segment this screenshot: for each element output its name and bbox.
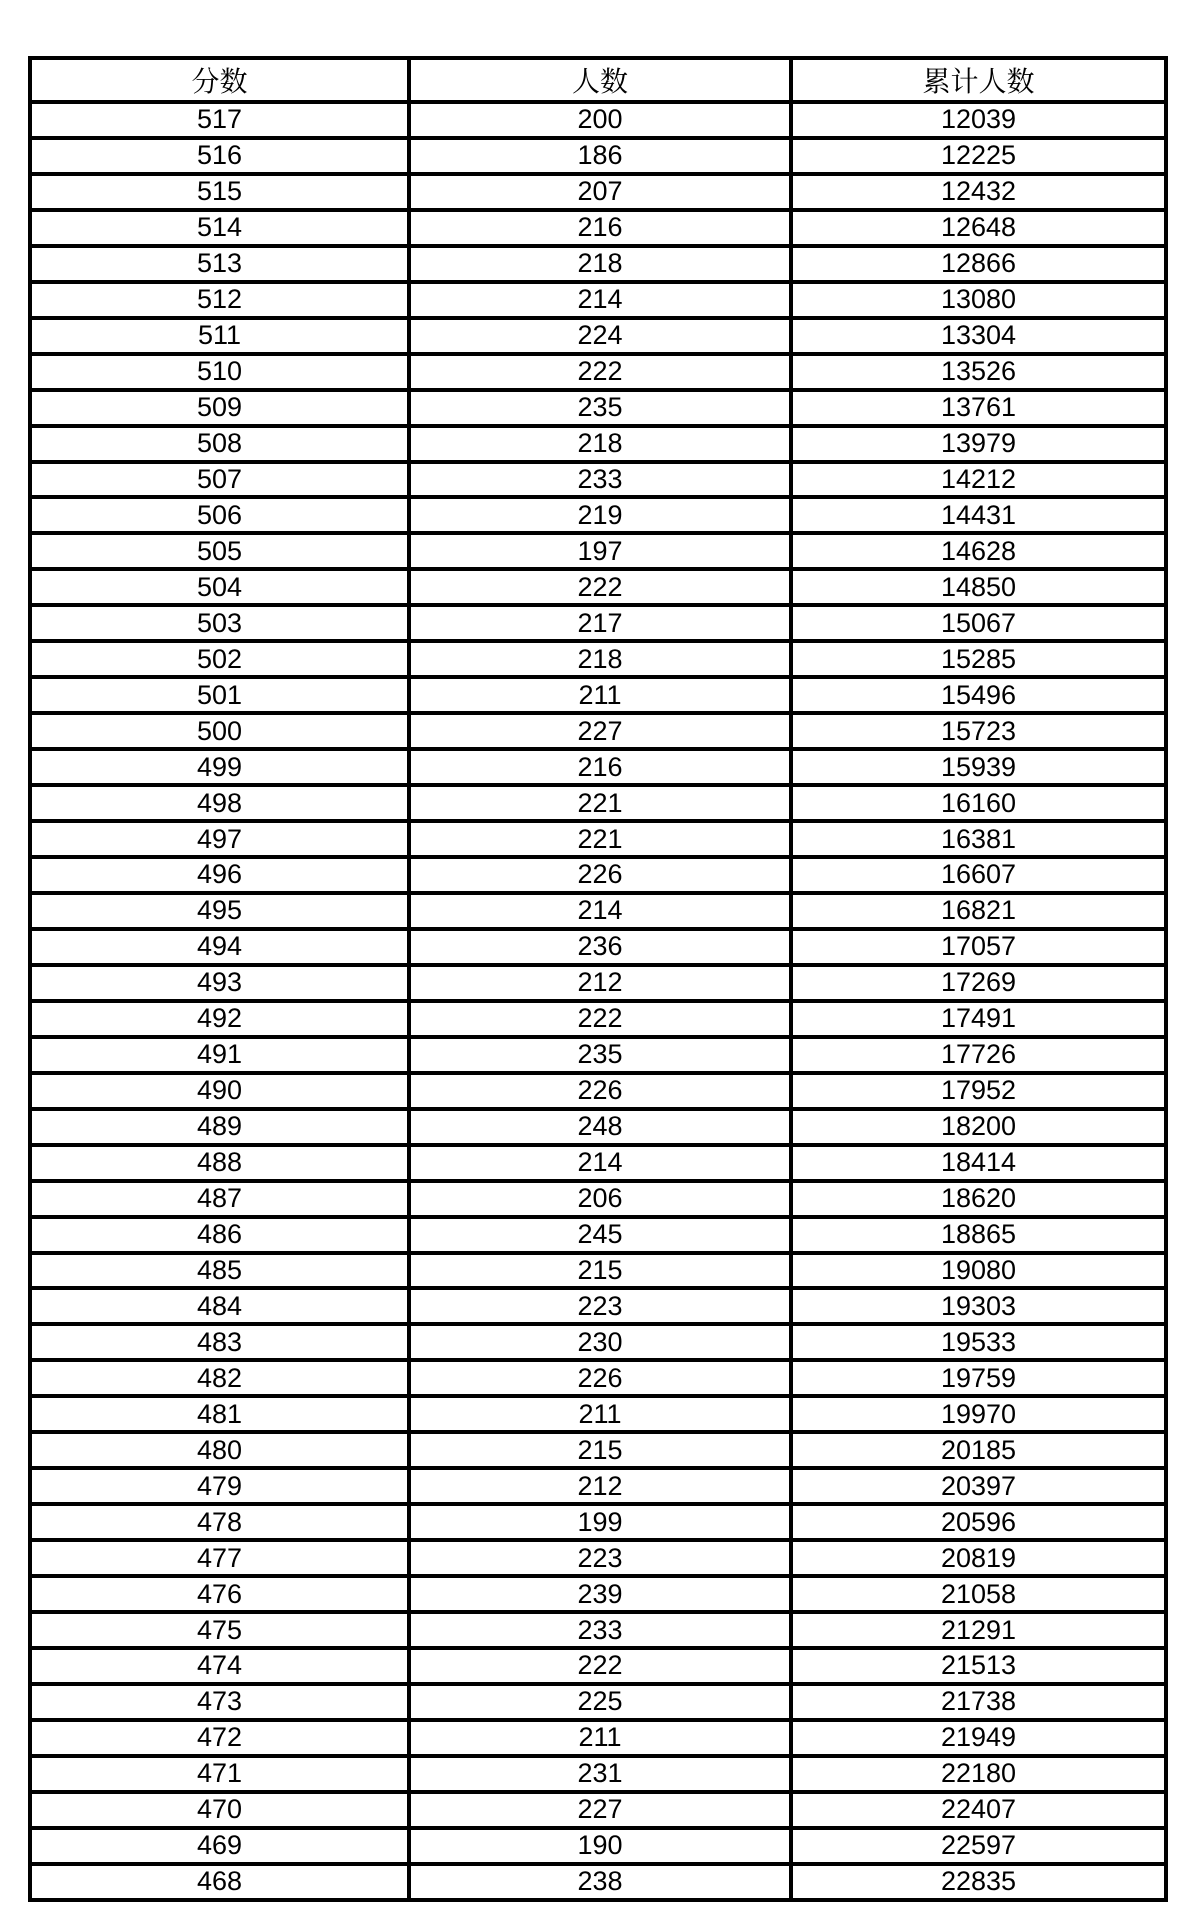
cell-count: 186	[409, 138, 791, 174]
table-row	[30, 1540, 1166, 1576]
cell-cumulative-count: 16381	[791, 821, 1166, 857]
cell-score: 514	[30, 210, 409, 246]
table-row	[30, 605, 1166, 641]
cell-count: 226	[409, 1073, 791, 1109]
cell-score: 491	[30, 1037, 409, 1073]
cell-count: 219	[409, 497, 791, 533]
cell-cumulative-count: 16160	[791, 785, 1166, 821]
cell-cumulative-count: 14431	[791, 497, 1166, 533]
table-row	[30, 641, 1166, 677]
cell-count: 217	[409, 605, 791, 641]
cell-count: 218	[409, 426, 791, 462]
cell-score: 477	[30, 1540, 409, 1576]
table-row	[30, 749, 1166, 785]
cell-cumulative-count: 13979	[791, 426, 1166, 462]
cell-score: 504	[30, 569, 409, 605]
cell-score: 511	[30, 318, 409, 354]
cell-count: 216	[409, 210, 791, 246]
cell-cumulative-count: 13526	[791, 354, 1166, 390]
cell-count: 218	[409, 641, 791, 677]
cell-score: 510	[30, 354, 409, 390]
table-row	[30, 1648, 1166, 1684]
cell-cumulative-count: 19759	[791, 1360, 1166, 1396]
table-row	[30, 965, 1166, 1001]
table-row	[30, 1288, 1166, 1324]
cell-cumulative-count: 14850	[791, 569, 1166, 605]
cell-cumulative-count: 15285	[791, 641, 1166, 677]
cell-score: 505	[30, 533, 409, 569]
cell-count: 215	[409, 1432, 791, 1468]
cell-score: 488	[30, 1145, 409, 1181]
cell-count: 230	[409, 1324, 791, 1360]
cell-cumulative-count: 22835	[791, 1864, 1166, 1900]
cell-count: 238	[409, 1864, 791, 1900]
cell-score: 502	[30, 641, 409, 677]
table-row	[30, 1828, 1166, 1864]
header-count: 人数	[409, 58, 791, 102]
cell-score: 512	[30, 282, 409, 318]
cell-cumulative-count: 14212	[791, 462, 1166, 498]
cell-score: 474	[30, 1648, 409, 1684]
cell-count: 211	[409, 1396, 791, 1432]
table-row	[30, 1432, 1166, 1468]
cell-count: 222	[409, 354, 791, 390]
cell-cumulative-count: 16607	[791, 857, 1166, 893]
cell-count: 226	[409, 857, 791, 893]
cell-count: 206	[409, 1181, 791, 1217]
cell-score: 479	[30, 1468, 409, 1504]
cell-count: 216	[409, 749, 791, 785]
table-row	[30, 1217, 1166, 1253]
table-row	[30, 1576, 1166, 1612]
cell-cumulative-count: 20819	[791, 1540, 1166, 1576]
cell-score: 508	[30, 426, 409, 462]
score-distribution-table	[28, 56, 1168, 1902]
cell-score: 494	[30, 929, 409, 965]
cell-score: 516	[30, 138, 409, 174]
cell-count: 221	[409, 785, 791, 821]
cell-cumulative-count: 12648	[791, 210, 1166, 246]
table-row	[30, 1468, 1166, 1504]
cell-score: 515	[30, 174, 409, 210]
cell-count: 239	[409, 1576, 791, 1612]
table-row	[30, 1073, 1166, 1109]
table-row	[30, 713, 1166, 749]
cell-cumulative-count: 19080	[791, 1253, 1166, 1289]
cell-score: 473	[30, 1684, 409, 1720]
cell-score: 501	[30, 677, 409, 713]
cell-score: 476	[30, 1576, 409, 1612]
table-row	[30, 677, 1166, 713]
cell-cumulative-count: 16821	[791, 893, 1166, 929]
cell-count: 212	[409, 965, 791, 1001]
header-cumulative-count: 累计人数	[791, 58, 1166, 102]
cell-count: 190	[409, 1828, 791, 1864]
table-row	[30, 354, 1166, 390]
cell-cumulative-count: 17952	[791, 1073, 1166, 1109]
table-row	[30, 1109, 1166, 1145]
cell-count: 235	[409, 1037, 791, 1073]
cell-cumulative-count: 21738	[791, 1684, 1166, 1720]
cell-cumulative-count: 22180	[791, 1756, 1166, 1792]
table-row	[30, 1324, 1166, 1360]
cell-cumulative-count: 15067	[791, 605, 1166, 641]
cell-count: 231	[409, 1756, 791, 1792]
cell-cumulative-count: 18620	[791, 1181, 1166, 1217]
cell-score: 513	[30, 246, 409, 282]
cell-count: 215	[409, 1253, 791, 1289]
cell-count: 248	[409, 1109, 791, 1145]
cell-score: 507	[30, 462, 409, 498]
cell-score: 490	[30, 1073, 409, 1109]
table-row	[30, 1145, 1166, 1181]
cell-count: 200	[409, 102, 791, 138]
cell-score: 480	[30, 1432, 409, 1468]
table-row	[30, 1037, 1166, 1073]
table-row	[30, 246, 1166, 282]
table-row	[30, 1864, 1166, 1900]
cell-score: 498	[30, 785, 409, 821]
cell-count: 233	[409, 462, 791, 498]
cell-score: 481	[30, 1396, 409, 1432]
table-row	[30, 1001, 1166, 1037]
cell-count: 235	[409, 390, 791, 426]
cell-cumulative-count: 12039	[791, 102, 1166, 138]
table-row	[30, 929, 1166, 965]
cell-count: 197	[409, 533, 791, 569]
cell-cumulative-count: 13080	[791, 282, 1166, 318]
table-row	[30, 1181, 1166, 1217]
cell-cumulative-count: 15723	[791, 713, 1166, 749]
cell-count: 245	[409, 1217, 791, 1253]
cell-count: 226	[409, 1360, 791, 1396]
cell-score: 482	[30, 1360, 409, 1396]
cell-count: 227	[409, 1792, 791, 1828]
cell-count: 236	[409, 929, 791, 965]
cell-count: 222	[409, 569, 791, 605]
cell-score: 468	[30, 1864, 409, 1900]
table-row	[30, 426, 1166, 462]
table-row	[30, 1504, 1166, 1540]
cell-score: 493	[30, 965, 409, 1001]
table-row	[30, 174, 1166, 210]
table-row	[30, 1792, 1166, 1828]
cell-score: 485	[30, 1253, 409, 1289]
table-row	[30, 785, 1166, 821]
cell-score: 506	[30, 497, 409, 533]
cell-score: 472	[30, 1720, 409, 1756]
cell-cumulative-count: 13304	[791, 318, 1166, 354]
cell-cumulative-count: 17726	[791, 1037, 1166, 1073]
cell-score: 489	[30, 1109, 409, 1145]
cell-count: 223	[409, 1288, 791, 1324]
cell-score: 496	[30, 857, 409, 893]
cell-score: 517	[30, 102, 409, 138]
cell-cumulative-count: 20596	[791, 1504, 1166, 1540]
cell-count: 233	[409, 1612, 791, 1648]
cell-cumulative-count: 18414	[791, 1145, 1166, 1181]
cell-count: 222	[409, 1001, 791, 1037]
cell-cumulative-count: 21513	[791, 1648, 1166, 1684]
cell-cumulative-count: 21291	[791, 1612, 1166, 1648]
cell-score: 500	[30, 713, 409, 749]
cell-score: 484	[30, 1288, 409, 1324]
cell-cumulative-count: 14628	[791, 533, 1166, 569]
table-row	[30, 1396, 1166, 1432]
cell-cumulative-count: 18865	[791, 1217, 1166, 1253]
cell-cumulative-count: 19533	[791, 1324, 1166, 1360]
cell-count: 212	[409, 1468, 791, 1504]
table-body	[30, 102, 1166, 1900]
table-row	[30, 318, 1166, 354]
cell-count: 221	[409, 821, 791, 857]
cell-cumulative-count: 17057	[791, 929, 1166, 965]
cell-count: 199	[409, 1504, 791, 1540]
cell-cumulative-count: 22407	[791, 1792, 1166, 1828]
cell-score: 478	[30, 1504, 409, 1540]
cell-cumulative-count: 12432	[791, 174, 1166, 210]
cell-score: 486	[30, 1217, 409, 1253]
cell-cumulative-count: 13761	[791, 390, 1166, 426]
cell-count: 214	[409, 1145, 791, 1181]
table-row	[30, 138, 1166, 174]
header-score: 分数	[30, 58, 409, 102]
cell-cumulative-count: 21949	[791, 1720, 1166, 1756]
table-row	[30, 282, 1166, 318]
table-row	[30, 857, 1166, 893]
cell-score: 471	[30, 1756, 409, 1792]
table-row	[30, 497, 1166, 533]
table-row	[30, 1684, 1166, 1720]
table-row	[30, 1253, 1166, 1289]
cell-score: 509	[30, 390, 409, 426]
cell-score: 497	[30, 821, 409, 857]
header-row	[30, 58, 1166, 102]
cell-cumulative-count: 20185	[791, 1432, 1166, 1468]
cell-score: 469	[30, 1828, 409, 1864]
cell-count: 214	[409, 893, 791, 929]
table-row	[30, 1720, 1166, 1756]
cell-cumulative-count: 15939	[791, 749, 1166, 785]
cell-count: 225	[409, 1684, 791, 1720]
cell-count: 222	[409, 1648, 791, 1684]
cell-score: 499	[30, 749, 409, 785]
cell-count: 207	[409, 174, 791, 210]
cell-score: 503	[30, 605, 409, 641]
table-row	[30, 462, 1166, 498]
cell-count: 211	[409, 677, 791, 713]
cell-count: 227	[409, 713, 791, 749]
table-row	[30, 1612, 1166, 1648]
cell-cumulative-count: 17491	[791, 1001, 1166, 1037]
cell-score: 483	[30, 1324, 409, 1360]
cell-cumulative-count: 19970	[791, 1396, 1166, 1432]
cell-count: 224	[409, 318, 791, 354]
cell-cumulative-count: 17269	[791, 965, 1166, 1001]
cell-score: 470	[30, 1792, 409, 1828]
table-row	[30, 102, 1166, 138]
cell-count: 223	[409, 1540, 791, 1576]
cell-cumulative-count: 12225	[791, 138, 1166, 174]
cell-cumulative-count: 22597	[791, 1828, 1166, 1864]
table-row	[30, 821, 1166, 857]
cell-score: 475	[30, 1612, 409, 1648]
cell-cumulative-count: 15496	[791, 677, 1166, 713]
cell-cumulative-count: 21058	[791, 1576, 1166, 1612]
cell-score: 492	[30, 1001, 409, 1037]
table-row	[30, 1360, 1166, 1396]
cell-cumulative-count: 19303	[791, 1288, 1166, 1324]
table-row	[30, 569, 1166, 605]
table-row	[30, 1756, 1166, 1792]
table-row	[30, 390, 1166, 426]
cell-cumulative-count: 20397	[791, 1468, 1166, 1504]
table-row	[30, 533, 1166, 569]
cell-cumulative-count: 18200	[791, 1109, 1166, 1145]
cell-score: 495	[30, 893, 409, 929]
table-row	[30, 210, 1166, 246]
cell-cumulative-count: 12866	[791, 246, 1166, 282]
cell-count: 214	[409, 282, 791, 318]
cell-count: 211	[409, 1720, 791, 1756]
table-row	[30, 893, 1166, 929]
cell-count: 218	[409, 246, 791, 282]
cell-score: 487	[30, 1181, 409, 1217]
